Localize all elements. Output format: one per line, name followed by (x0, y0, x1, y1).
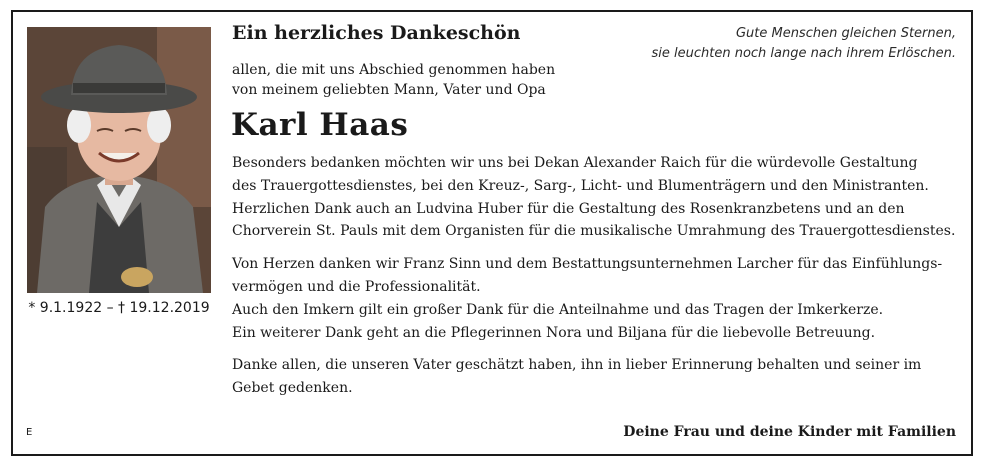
body-line: Chorverein St. Pauls mit dem Organisten für die musikalische Umrahmung des Trauergottesdienstes. (232, 223, 956, 240)
paragraph (232, 253, 960, 344)
body-line: Auch den Imkern gilt ein großer Dank für die Anteilnahme und das Tragen der Imkerkerze. (232, 301, 884, 318)
body-line: Gebet gedenken. (232, 380, 353, 397)
body-line: Ein weiterer Dank geht an die Pflegerinnen Nora und Biljana für die liebevolle Betreuung. (232, 324, 876, 341)
intro-line: allen, die mit uns Abschied genommen haben (232, 62, 556, 78)
body-line: des Trauergottesdienstes, bei den Kreuz-, Sarg-, Licht- und Blumenträgern und den Ministranten. (232, 177, 929, 194)
notice-title: Ein herzliches Dankeschön (232, 22, 521, 44)
body-line: Herzlichen Dank auch an Ludvina Huber für die Gestaltung des Rosenkranzbetens und an den (232, 200, 905, 217)
life-dates: * 9.1.1922 – † 19.12.2019 (28, 300, 210, 316)
corner-mark: E (26, 427, 33, 438)
paragraph (232, 354, 960, 400)
portrait-photo (27, 27, 211, 293)
signature: Deine Frau und deine Kinder mit Familien (623, 424, 956, 440)
body-line: Von Herzen danken wir Franz Sinn und dem Bestattungsunternehmen Larcher für das Einfühlungs- (232, 256, 943, 273)
thanks-body (232, 152, 960, 400)
body-line: Besonders bedanken möchten wir uns bei Dekan Alexander Raich für die würdevolle Gestaltung (232, 155, 918, 171)
quote-line: sie leuchten noch lange nach ihrem Erlöschen. (651, 46, 956, 61)
intro-text (232, 60, 555, 100)
intro-line: von meinem geliebten Mann, Vater und Opa (232, 82, 546, 98)
quote (596, 24, 956, 64)
body-line: Danke allen, die unseren Vater geschätzt haben, ihn in lieber Erinnerung behalten und seiner im (232, 357, 922, 374)
deceased-name: Karl Haas (231, 107, 409, 143)
quote-line: Gute Menschen gleichen Sternen, (735, 26, 956, 41)
body-line: vermögen und die Professionalität. (232, 278, 481, 295)
paragraph (232, 152, 960, 243)
